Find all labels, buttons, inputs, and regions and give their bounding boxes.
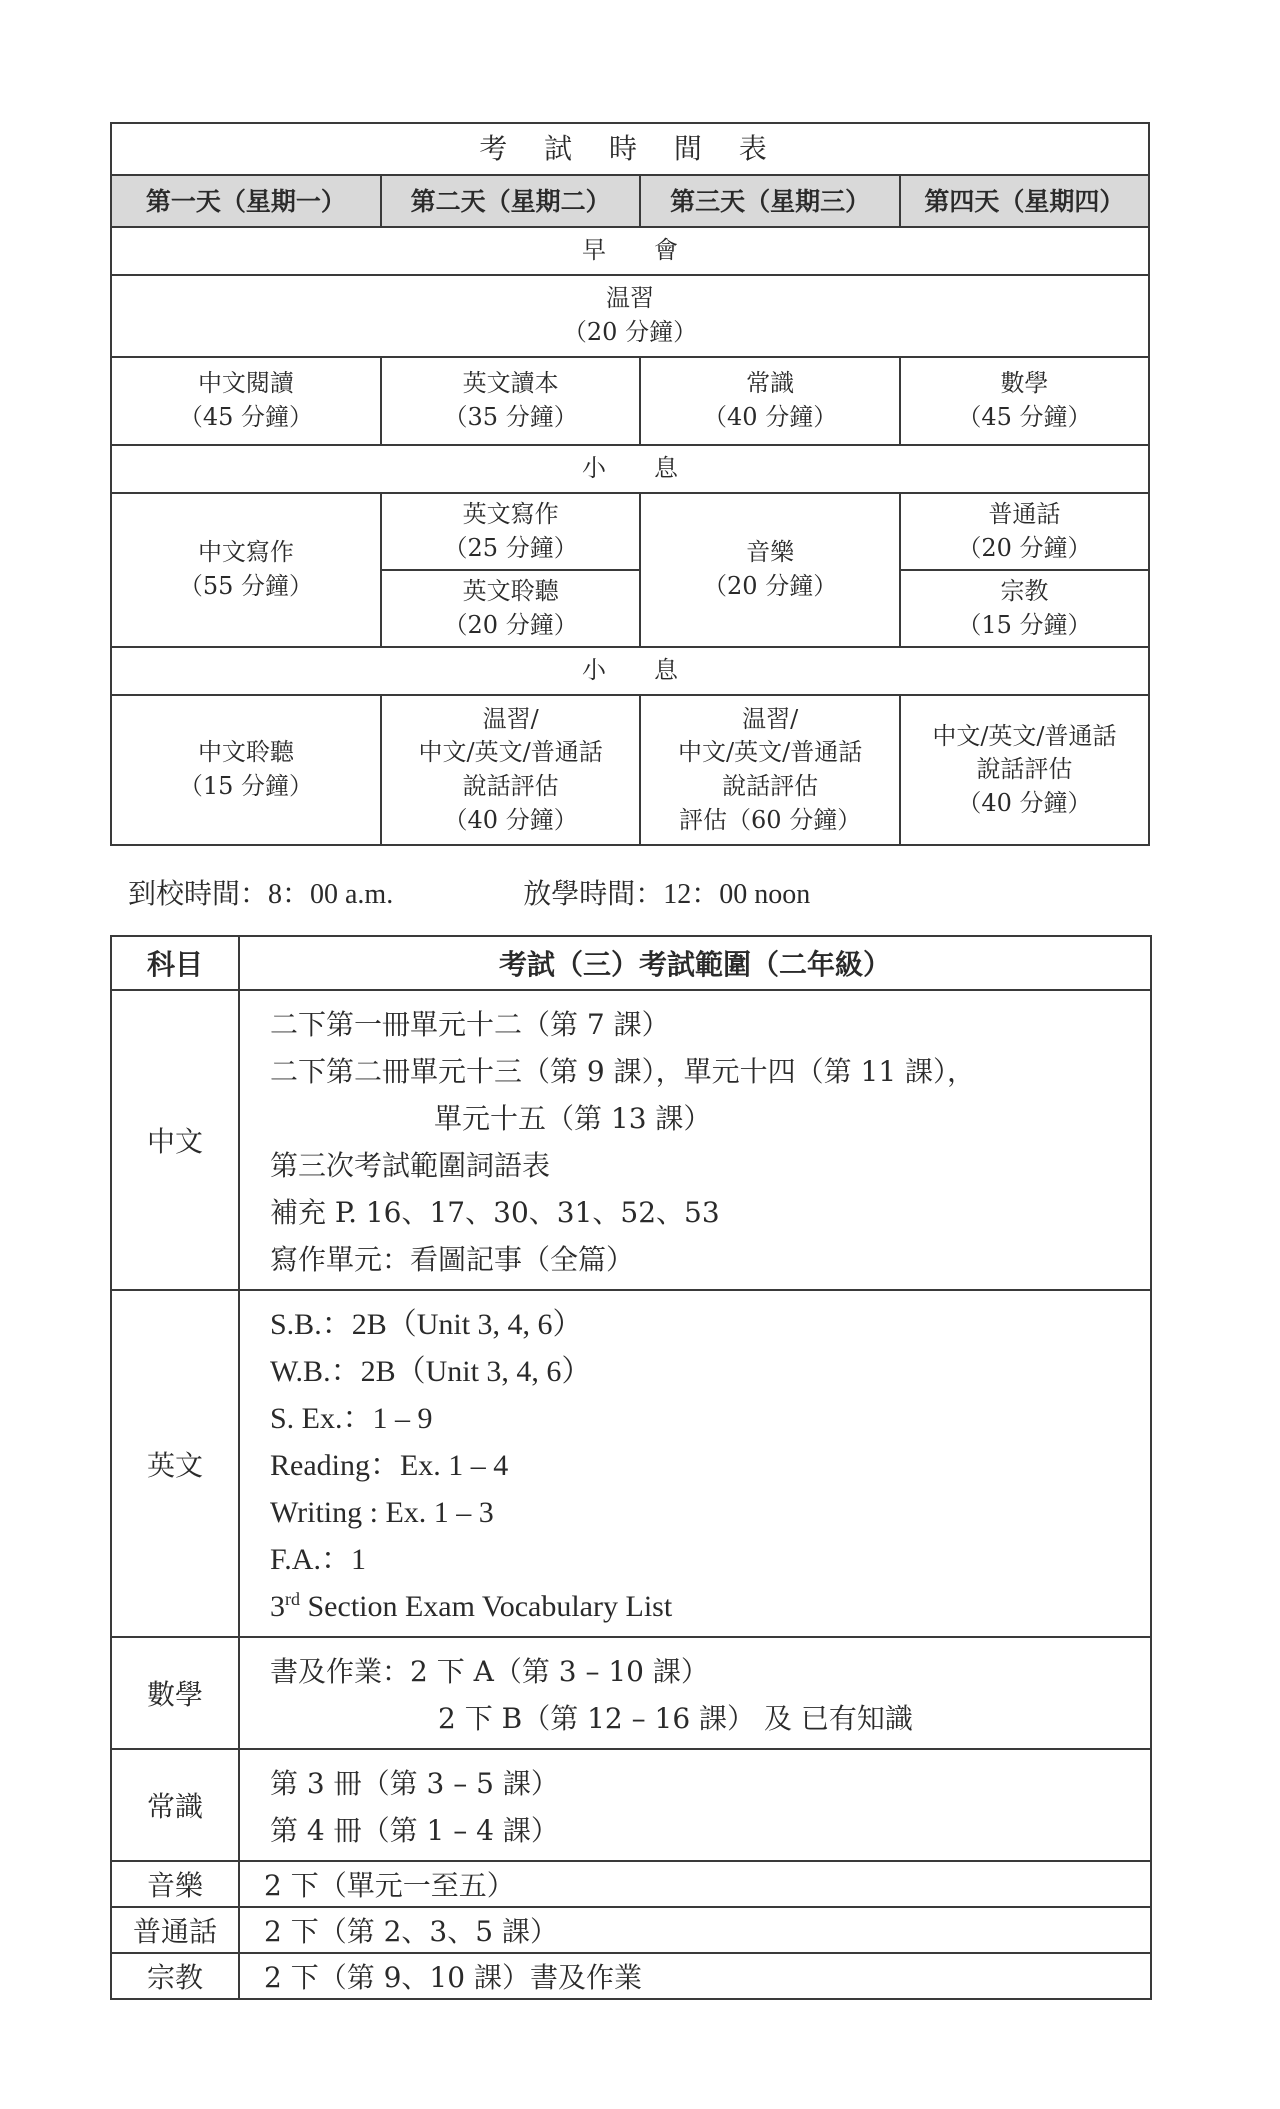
scope-line: S.B.：2B（Unit 3, 4, 6） — [270, 1308, 583, 1341]
day-2-header: 第二天（星期二） — [381, 175, 641, 227]
session2-day2-a — [381, 493, 641, 570]
subject-duration: （55 分鐘） — [178, 572, 314, 600]
scope-line: 二下第二冊單元十三（第 9 課），單元十四（第 11 課）， — [270, 1055, 976, 1088]
session2-day4-b — [900, 570, 1149, 647]
cell-line: 中文/英文/普通話 — [418, 738, 603, 767]
break-row-1: 小 息 — [111, 445, 1149, 493]
scope-line: 單元十五（第 13 課） — [434, 1102, 712, 1135]
session1-day3 — [640, 357, 900, 445]
cell-line: 温習/ — [482, 704, 539, 733]
subject-cell: 中文 — [111, 990, 239, 1290]
subject-name: 中文閱讀 — [197, 369, 294, 398]
session1-day1 — [111, 357, 381, 445]
subject-duration: （45 分鐘） — [957, 403, 1092, 431]
cell-line: 温習/ — [742, 704, 799, 733]
day-4-header: 第四天（星期四） — [900, 175, 1149, 227]
subject-name: 中文寫作 — [197, 538, 294, 567]
subject-name: 普通話 — [988, 499, 1061, 528]
arrival-time: 到校時間：8：00 a.m. — [128, 879, 394, 910]
break-row-2: 小 息 — [111, 647, 1149, 695]
scope-row-english — [111, 1290, 1151, 1637]
subject-name: 英文聆聽 — [462, 576, 559, 605]
subject-duration: （20 分鐘） — [703, 572, 838, 600]
scope-line: F.A.：1 — [270, 1543, 366, 1576]
scope-cell: 2 下（單元一至五） — [239, 1861, 1151, 1907]
scope-line-vocab — [270, 1583, 1150, 1630]
subject-cell: 普通話 — [111, 1907, 239, 1953]
scope-column-header: 考試（三）考試範圍（二年級） — [239, 936, 1151, 990]
session1-day2 — [381, 357, 641, 445]
subject-name: 中文聆聽 — [197, 738, 294, 767]
day-3-header: 第三天（星期三） — [640, 175, 900, 227]
subject-name: 英文讀本 — [462, 369, 559, 398]
scope-line: Writing : Ex. 1 – 3 — [270, 1496, 494, 1529]
session2-day3 — [640, 493, 900, 647]
subject-cell: 英文 — [111, 1290, 239, 1637]
cell-line: 評估（60 分鐘） — [679, 805, 862, 834]
session1-day4 — [900, 357, 1149, 445]
session2-day4-a — [900, 493, 1149, 570]
session3-day2 — [381, 695, 641, 845]
subject-cell: 數學 — [111, 1637, 239, 1749]
exam-scope-table — [110, 935, 1152, 2000]
scope-line: 第 4 冊（第 1 – 4 課） — [270, 1814, 559, 1847]
timetable-title: 考 試 時 間 表 — [111, 123, 1149, 175]
scope-line: W.B.：2B（Unit 3, 4, 6） — [270, 1355, 592, 1388]
subject-column-header: 科目 — [111, 936, 239, 990]
assembly-row: 早 會 — [111, 227, 1149, 275]
scope-cell: 2 下（第 2、3、5 課） — [239, 1907, 1151, 1953]
scope-row-gs — [111, 1749, 1151, 1861]
school-times — [128, 872, 810, 912]
scope-line: 補充 P. 16、17、30、31、52、53 — [270, 1196, 720, 1229]
scope-line: S. Ex.：1 – 9 — [270, 1402, 433, 1435]
subject-duration: （15 分鐘） — [178, 772, 314, 800]
scope-line: 第三次考試範圍詞語表 — [270, 1149, 551, 1182]
dismissal-time: 放學時間：12：00 noon — [523, 879, 811, 910]
session3-day1 — [111, 695, 381, 845]
scope-line: 寫作單元：看圖記事（全篇） — [270, 1243, 635, 1276]
subject-name: 常識 — [746, 369, 795, 398]
revision-row — [111, 275, 1149, 357]
subject-name: 英文寫作 — [462, 499, 559, 528]
vocab-ordinal: 3 — [270, 1590, 285, 1623]
scope-row-music — [111, 1861, 1151, 1907]
scope-line: 2 下 B（第 12 – 16 課） 及 已有知識 — [438, 1702, 913, 1735]
cell-line: （40 分鐘） — [443, 805, 578, 834]
scope-row-chinese — [111, 990, 1151, 1290]
scope-line: Reading：Ex. 1 – 4 — [270, 1449, 509, 1482]
day-1-header: 第一天（星期一） — [111, 175, 381, 227]
session2-day2-b — [381, 570, 641, 647]
scope-cell — [239, 1290, 1151, 1637]
subject-duration: （25 分鐘） — [443, 533, 578, 562]
scope-row-putonghua — [111, 1907, 1151, 1953]
subject-name: 宗教 — [1000, 576, 1049, 605]
subject-cell: 常識 — [111, 1749, 239, 1861]
subject-name: 數學 — [1000, 369, 1049, 398]
scope-cell — [239, 990, 1151, 1290]
exam-timetable — [110, 122, 1150, 846]
subject-cell: 音樂 — [111, 1861, 239, 1907]
vocab-text: Section Exam Vocabulary List — [300, 1590, 673, 1623]
revision-name: 温習 — [606, 284, 654, 313]
cell-line: 中文/英文/普通話 — [678, 738, 863, 767]
scope-line: 書及作業：2 下 A（第 3 – 10 課） — [270, 1655, 709, 1688]
scope-row-math — [111, 1637, 1151, 1749]
subject-duration: （40 分鐘） — [703, 403, 838, 431]
scope-cell: 2 下（第 9、10 課）書及作業 — [239, 1953, 1151, 1999]
cell-line: 說話評估 — [462, 772, 559, 800]
revision-duration: （20 分鐘） — [562, 318, 698, 346]
scope-line: 二下第一冊單元十二（第 7 課） — [270, 1008, 670, 1041]
session3-day3 — [640, 695, 900, 845]
cell-line: 中文/英文/普通話 — [932, 721, 1117, 750]
session3-day4 — [900, 695, 1149, 845]
cell-line: 說話評估 — [722, 772, 819, 800]
subject-duration: （15 分鐘） — [957, 610, 1092, 639]
subject-duration: （45 分鐘） — [178, 403, 314, 431]
vocab-ordinal-suffix: rd — [285, 1589, 300, 1609]
scope-cell — [239, 1637, 1151, 1749]
cell-line: 說話評估 — [976, 755, 1073, 784]
subject-cell: 宗教 — [111, 1953, 239, 1999]
scope-line: 第 3 冊（第 3 – 5 課） — [270, 1767, 559, 1800]
session2-day1 — [111, 493, 381, 647]
scope-row-religion — [111, 1953, 1151, 1999]
scope-cell — [239, 1749, 1151, 1861]
cell-line: （40 分鐘） — [957, 788, 1092, 817]
subject-name: 音樂 — [746, 538, 795, 567]
subject-duration: （20 分鐘） — [443, 610, 578, 639]
subject-duration: （35 分鐘） — [443, 403, 578, 431]
subject-duration: （20 分鐘） — [957, 533, 1092, 562]
